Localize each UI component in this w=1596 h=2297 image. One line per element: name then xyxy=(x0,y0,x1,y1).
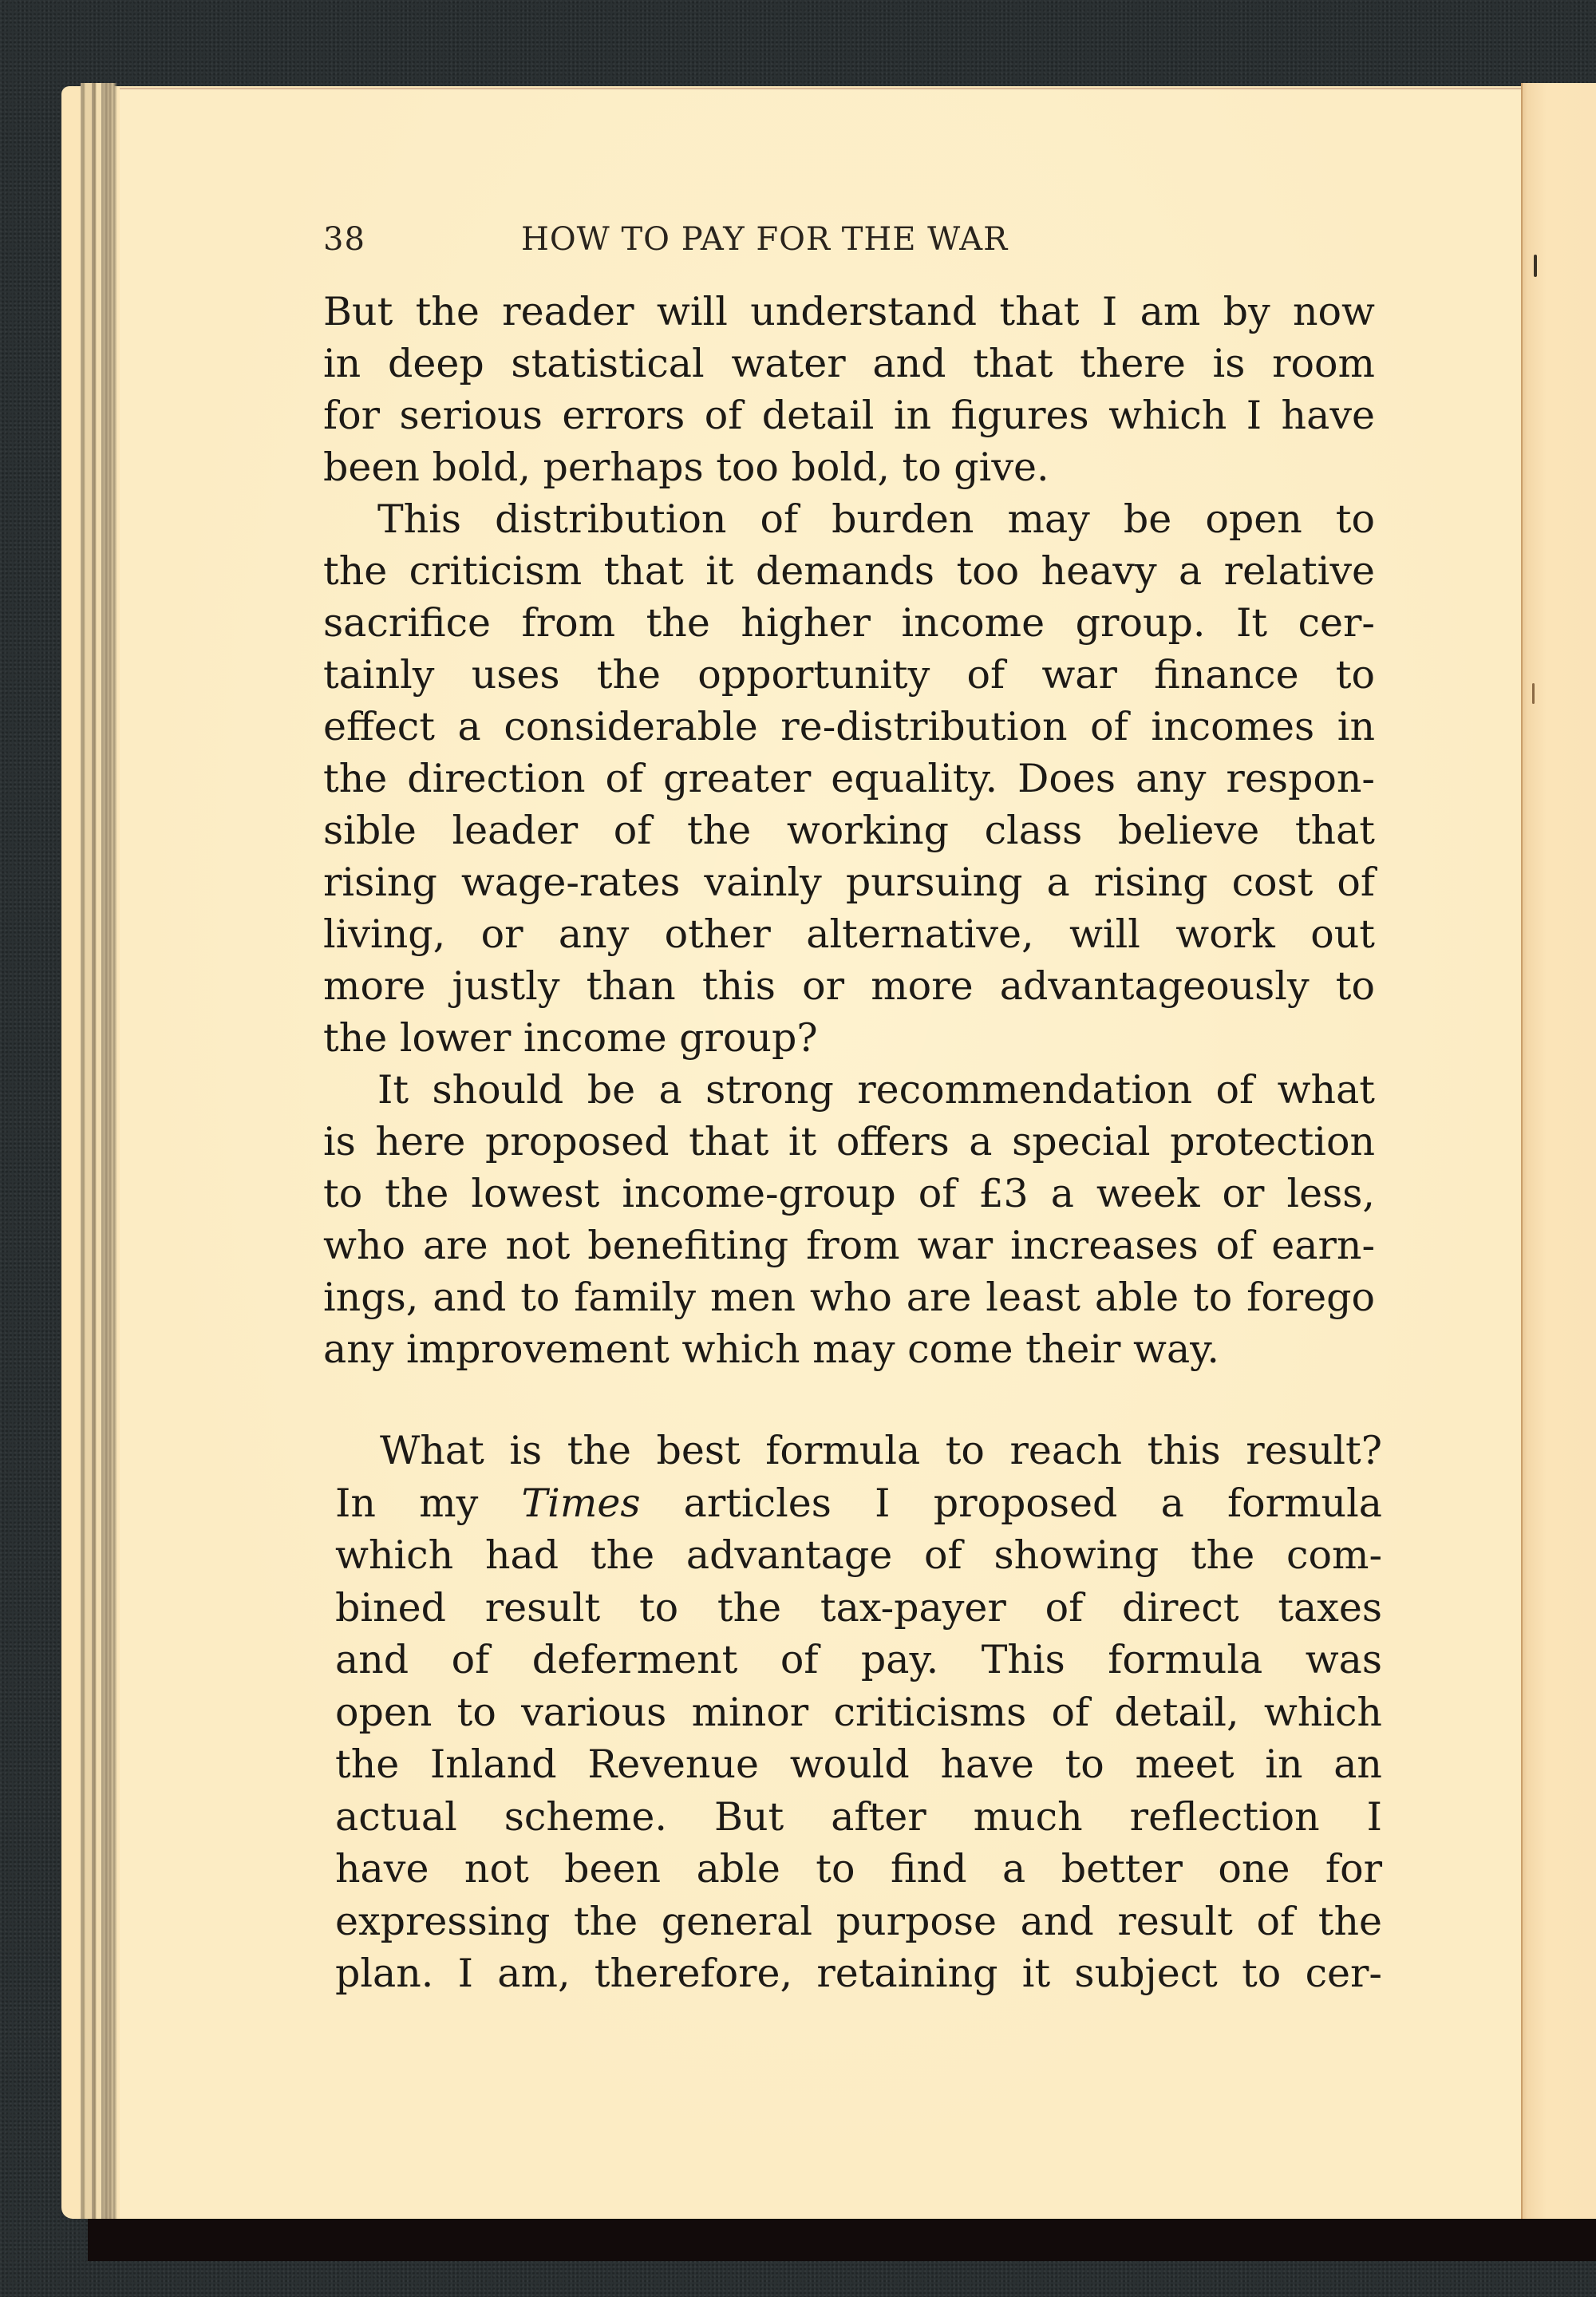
text-line: effect a considerable re-distribution of incomes in xyxy=(323,704,1375,749)
running-head xyxy=(323,221,1361,269)
italic-title-times: Times xyxy=(521,1480,641,1526)
body-text-lower xyxy=(335,1425,1382,2000)
book-shadow xyxy=(88,2215,1596,2261)
text-line: to the lowest income-group of £3 a week or less, xyxy=(323,1171,1375,1216)
text-line-with-italic xyxy=(335,1477,1382,1530)
text-line: who are not benefiting from war increases of earn- xyxy=(323,1223,1375,1268)
text-line: It should be a strong recommendation of what xyxy=(377,1067,1375,1113)
text-line: tainly uses the opportunity of war finance to xyxy=(323,652,1375,698)
text-line: for serious errors of detail in figures which I have xyxy=(323,393,1375,438)
text-line: the Inland Revenue would have to meet in an xyxy=(335,1742,1382,1787)
text-line: have not been able to find a better one for xyxy=(335,1846,1382,1892)
text-line: ings, and to family men who are least able to forego xyxy=(323,1275,1375,1320)
text-line: bined result to the tax-payer of direct taxes xyxy=(335,1584,1382,1631)
running-head-title: HOW TO PAY FOR THE WAR xyxy=(521,221,1009,258)
page-number: 38 xyxy=(323,221,365,258)
right-page-mark xyxy=(1532,683,1535,704)
text-line: This distribution of burden may be open to xyxy=(377,496,1375,542)
text-line: the lower income group? xyxy=(323,1015,818,1061)
text-line: What is the best formula to reach this result? xyxy=(380,1428,1382,1473)
text-line: which had the advantage of showing the com- xyxy=(335,1532,1382,1578)
text-line: sacrifice from the higher income group. It cer- xyxy=(323,600,1375,646)
text-line: in deep statistical water and that there is room xyxy=(323,341,1375,386)
text-line: actual scheme. But after much reflection I xyxy=(335,1793,1382,1840)
page-edges xyxy=(76,83,120,2219)
text-fragment: articles I proposed a formula xyxy=(640,1480,1383,1526)
text-line: more justly than this or more advantageously to xyxy=(323,963,1375,1009)
text-line: sible leader of the working class believe that xyxy=(323,808,1375,853)
text-fragment: In my xyxy=(335,1480,522,1526)
text-line: any improvement which may come their way. xyxy=(323,1326,1219,1372)
text-line: rising wage-rates vainly pursuing a rising cost of xyxy=(323,860,1375,905)
text-line: been bold, perhaps too bold, to give. xyxy=(323,445,1049,490)
text-line: expressing the general purpose and result of the xyxy=(335,1898,1382,1944)
text-line: plan. I am, therefore, retaining it subject to cer- xyxy=(335,1951,1382,1996)
text-line: the direction of greater equality. Does any respon- xyxy=(323,756,1375,801)
text-line: is here proposed that it offers a special protection xyxy=(323,1119,1375,1164)
book-page-right-edge xyxy=(1521,83,1596,2219)
text-line: But the reader will understand that I am by now xyxy=(323,289,1375,334)
text-line: the criticism that it demands too heavy a relative xyxy=(323,548,1375,594)
right-page-mark xyxy=(1534,255,1537,277)
text-line: open to various minor criticisms of detail, which xyxy=(335,1689,1382,1735)
text-line: living, or any other alternative, will work out xyxy=(323,911,1375,957)
body-text-upper xyxy=(323,286,1375,1375)
text-line: and of deferment of pay. This formula was xyxy=(335,1637,1382,1682)
